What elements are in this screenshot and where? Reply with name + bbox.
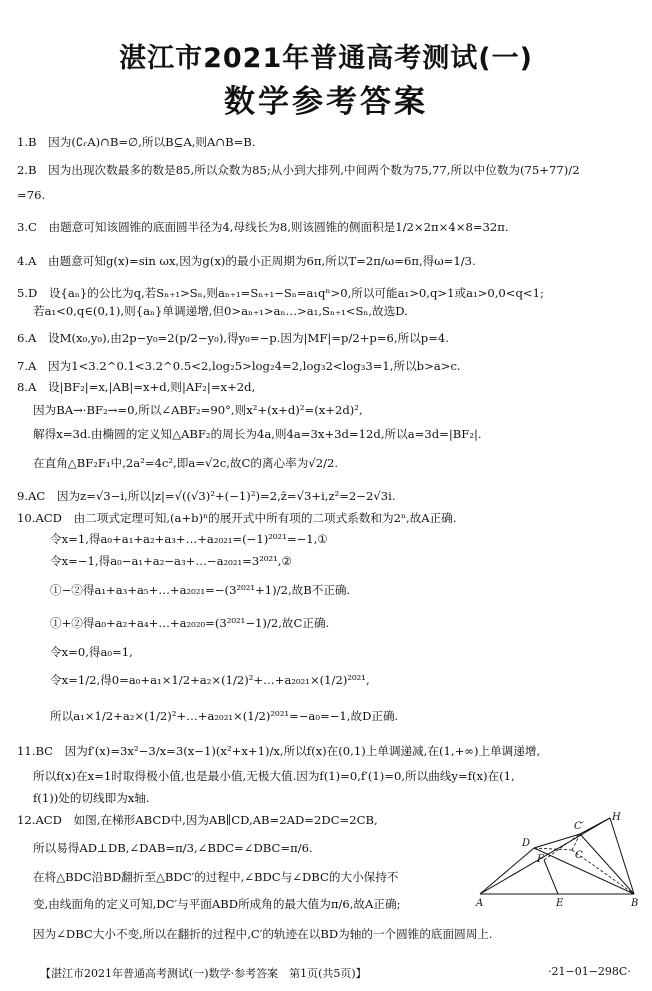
label-a: A: [476, 898, 484, 909]
edge-dc-dashed: [534, 848, 572, 850]
page-title: 湛江市2021年普通高考测试(一): [119, 43, 533, 74]
label-b: B: [631, 898, 639, 909]
answer-line: 2.B 因为出现次数最多的数是85,所以众数为85;从小到大排列,中间两个数为75,77,所以中位数为(75+77)/2: [17, 163, 580, 177]
answer-line: 4.A 由题意可知g(x)=sin ωx,因为g(x)的最小正周期为6π,所以T=2π/ω=6π,得ω=1/3.: [17, 254, 476, 268]
answer-line: 10.ACD 由二项式定理可知,(a+b)ⁿ的展开式中所有项的二项式系数和为2ⁿ,故A正确.: [17, 511, 457, 525]
answer-line: 解得x=3d.由椭圆的定义知△ABF₂的周长为4a,则4a=3x+3d=12d,所以a=3d=|BF₂|.: [33, 427, 482, 441]
answer-line: 5.D 设{aₙ}的公比为q,若Sₙ₊₁>Sₙ,则aₙ₊₁=Sₙ₊₁−Sₙ=a₁qⁿ>0,所以可能a₁>0,q>1或a₁>0,0<q<1;: [17, 286, 544, 300]
answer-line: 在直角△BF₂F₁中,2a²=4c²,即a=√2c,故C的离心率为√2/2.: [33, 456, 339, 470]
page-subtitle: 数学参考答案: [224, 84, 428, 120]
page-footer: [40, 965, 640, 981]
answer-line: 因为∠DBC大小不变,所以在翻折的过程中,C′的轨迹在以BD为轴的一个圆锥的底面圆周上.: [33, 927, 493, 941]
answer-line: 8.A 设|BF₂|=x,|AB|=x+d,则|AF₂|=x+2d,: [17, 380, 256, 394]
answer-line: 7.A 因为1<3.2^0.1<3.2^0.5<2,log₂5>log₂4=2,log₃2<log₃3=1,所以b>a>c.: [17, 359, 461, 373]
label-c-prime: C′: [574, 821, 584, 832]
answer-line: 令x=0,得a₀=1,: [50, 645, 133, 659]
answer-line: ①+②得a₀+a₂+a₄+…+a₂₀₂₀=(3²⁰²¹−1)/2,故C正确.: [50, 616, 330, 630]
answer-line: 所以f(x)在x=1时取得极小值,也是最小值,无极大值.因为f(1)=0,f′(1)=0,所以曲线y=f(x)在(1,: [33, 769, 515, 783]
label-e: E: [556, 898, 564, 909]
label-h: H: [612, 812, 621, 823]
trapezoid-fold-diagram: [474, 812, 644, 912]
answer-line: 变,由线面角的定义可知,DC′与平面ABD所成角的最大值为π/6,故A正确;: [33, 897, 401, 911]
answer-line: 12.ACD 如图,在梯形ABCD中,因为AB∥CD,AB=2AD=2DC=2CB,: [17, 813, 378, 827]
answer-line: 11.BC 因为f′(x)=3x²−3/x=3(x−1)(x²+x+1)/x,所以f(x)在(0,1)上单调递减,在(1,+∞)上单调递增,: [17, 744, 541, 758]
edge-dc-prime: [534, 834, 580, 848]
answer-line: 所以易得AD⊥DB,∠DAB=π/3,∠BDC=∠DBC=π/6.: [33, 841, 313, 855]
answer-line: =76.: [17, 188, 46, 202]
edge-hb: [610, 818, 634, 894]
answer-line: 3.C 由题意可知该圆锥的底面圆半径为4,母线长为8,则该圆锥的侧面积是1/2×2π×4×8=32π.: [17, 220, 509, 234]
edge-fe: [544, 860, 558, 894]
answer-line: 在将△BDC沿BD翻折至△BDC′的过程中,∠BDC与∠DBC的大小保持不: [33, 870, 399, 884]
label-f: F: [537, 854, 544, 865]
edge-c-prime-b: [580, 834, 634, 894]
edge-ad: [480, 848, 534, 894]
label-c: C: [575, 850, 583, 861]
footer-code: ·21−01−298C·: [548, 965, 631, 978]
answer-line: 若a₁<0,q∈(0,1),则{aₙ}单调递增,但0>aₙ₊₁>aₙ…>a₁,Sₙ₊₁<Sₙ,故选D.: [33, 304, 408, 318]
answer-line: 6.A 设M(x₀,y₀),由2p−y₀=2(p/2−y₀),得y₀=−p.因为|MF|=p/2+p=6,所以p=4.: [17, 331, 449, 345]
answer-line: 所以a₁×1/2+a₂×(1/2)²+…+a₂₀₂₁×(1/2)²⁰²¹=−a₀=−1,故D正确.: [50, 709, 399, 723]
answer-line: ①−②得a₁+a₃+a₅+…+a₂₀₂₁=−(3²⁰²¹+1)/2,故B不正确.: [50, 583, 351, 597]
answer-line: 令x=1,得a₀+a₁+a₂+a₃+…+a₂₀₂₁=(−1)²⁰²¹=−1,①: [50, 532, 328, 546]
answer-line: 令x=1/2,得0=a₀+a₁×1/2+a₂×(1/2)²+…+a₂₀₂₁×(1/2)²⁰²¹,: [50, 673, 370, 687]
footer-text: 【湛江市2021年普通高考测试(一)数学·参考答案 第1页(共5页)】: [40, 967, 367, 980]
edge-ah: [480, 818, 610, 894]
answer-line: 令x=−1,得a₀−a₁+a₂−a₃+…−a₂₀₂₁=3²⁰²¹,②: [50, 554, 292, 568]
answer-line: f(1))处的切线即为x轴.: [33, 791, 150, 805]
label-d: D: [522, 838, 531, 849]
answer-line: 1.B 因为(∁ᵣA)∩B=∅,所以B⊆A,则A∩B=B.: [17, 135, 256, 149]
answer-line: 因为BA→·BF₂→=0,所以∠ABF₂=90°,则x²+(x+d)²=(x+2d)²,: [33, 403, 363, 417]
answer-line: 9.AC 因为z=√3−i,所以|z|=√((√3)²+(−1)²)=2,z̄=√3+i,z²=2−2√3i.: [17, 489, 396, 503]
